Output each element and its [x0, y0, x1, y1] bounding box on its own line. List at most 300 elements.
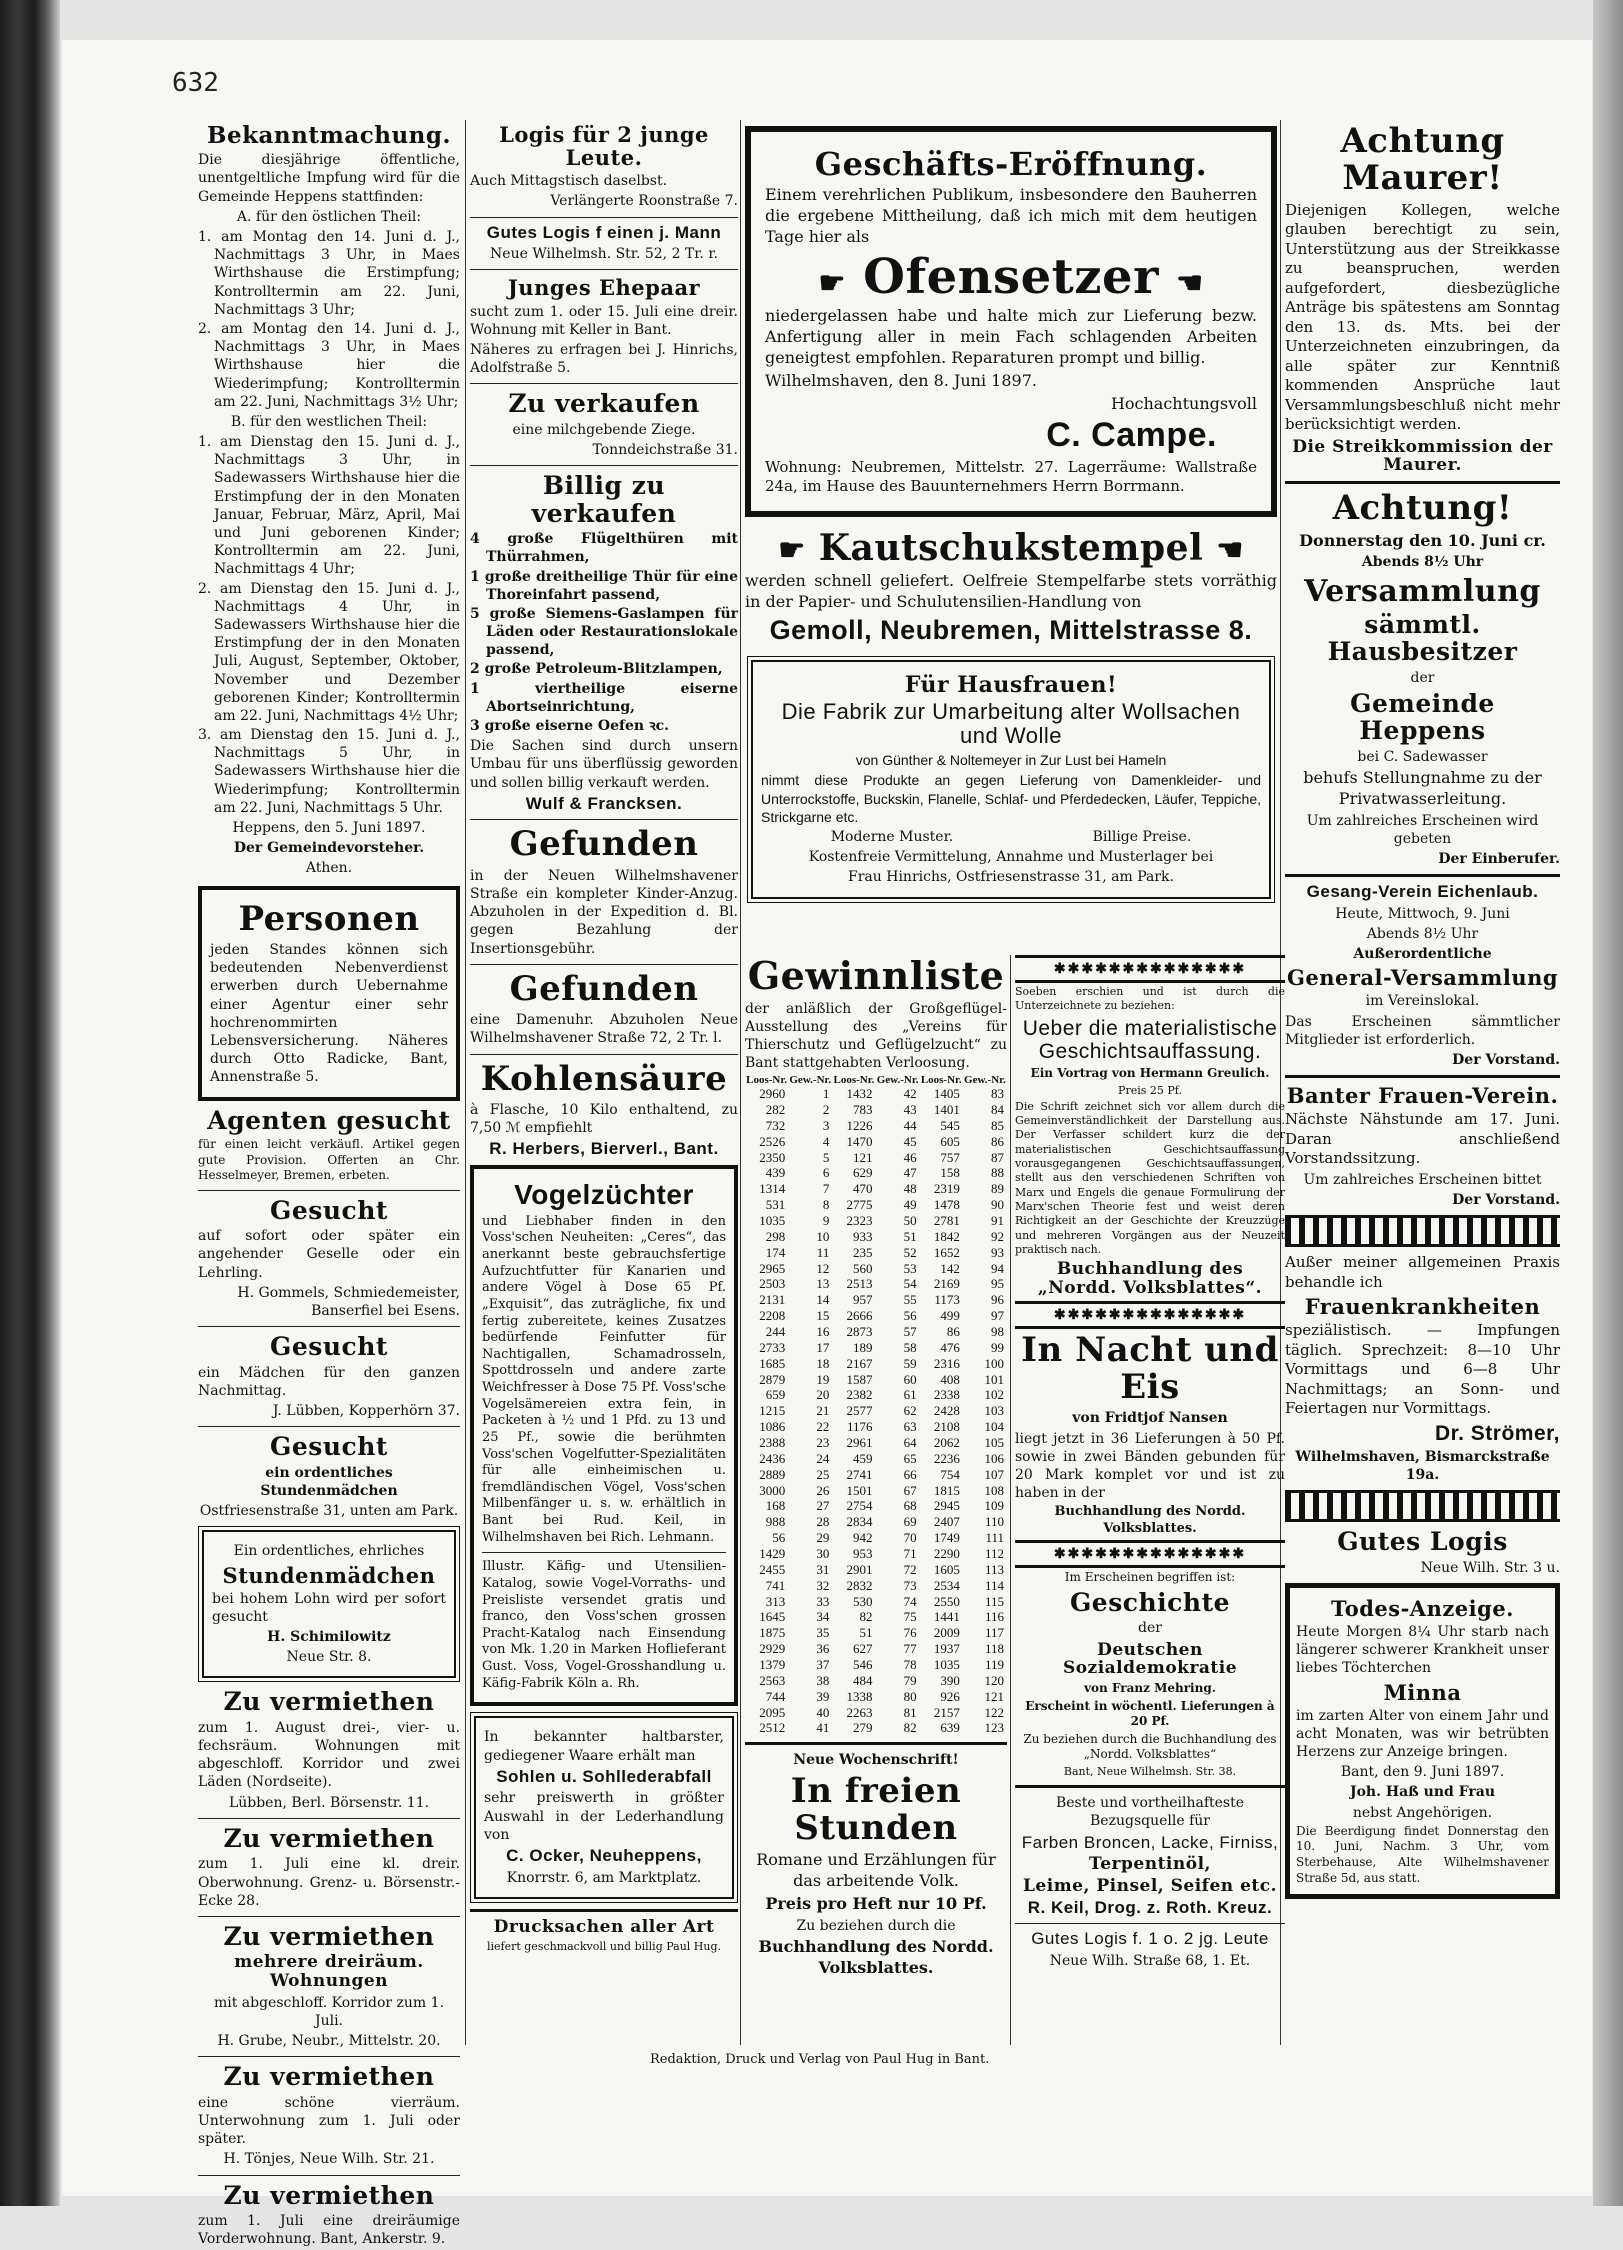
- acht-text: behufs Stellungnahme zu der Privatwasserleitung.: [1303, 767, 1542, 808]
- table-cell: 476: [940, 1339, 960, 1355]
- table-cell: 35: [816, 1625, 830, 1641]
- table-cell: 757: [940, 1149, 960, 1165]
- table-cell: 2009: [933, 1625, 960, 1641]
- bek-intro: Die diesjährige öffentliche, unentgeltliche Impfung wird für die Gemeinde Heppens stattfinden:: [198, 152, 460, 205]
- table-cell: 2733: [759, 1339, 786, 1355]
- gutes-addr: Neue Wilhelmsh. Str. 52, 2 Tr. r.: [490, 246, 718, 263]
- ge-text: Einem verehrlichen Publikum, insbesondere den Bauherren die ergebene Mittheilung, daß ich mich mit dem heutigen Tage hier als: [765, 185, 1257, 246]
- table-cell: 2263: [846, 1704, 873, 1720]
- table-cell: 754: [940, 1466, 960, 1482]
- table-row: [745, 1689, 1007, 1705]
- table-cell: 1875: [759, 1625, 786, 1641]
- ge-date: Wilhelmshaven, den 8. Juni 1897.: [765, 370, 1037, 390]
- table-cell: 235: [853, 1244, 873, 1260]
- table-cell: 32: [816, 1577, 830, 1593]
- table-cell: 48: [903, 1181, 917, 1197]
- table-cell: 2169: [933, 1276, 960, 1292]
- stund-sign: H. Schimilowitz: [267, 1629, 391, 1645]
- table-row: [745, 1673, 1007, 1689]
- tod-title: Todes-Anzeige.: [1331, 1595, 1514, 1621]
- table-cell: 627: [853, 1641, 873, 1657]
- table-cell: 2407: [933, 1514, 960, 1530]
- table-cell: 95: [991, 1276, 1004, 1292]
- table-cell: 174: [765, 1244, 786, 1260]
- table-cell: 531: [765, 1197, 786, 1213]
- table-cell: 2965: [759, 1260, 786, 1276]
- table-cell: 25: [816, 1466, 830, 1482]
- table-cell: 282: [765, 1101, 786, 1117]
- verm3-sub: mehrere dreiräum. Wohnungen: [234, 1952, 424, 1992]
- table-cell: 1441: [933, 1609, 960, 1625]
- table-cell: 2563: [759, 1672, 786, 1688]
- table-row: [745, 1150, 1007, 1166]
- tod-sign: Joh. Haß und Frau: [1349, 1784, 1496, 1801]
- table-cell: 2961: [846, 1435, 873, 1450]
- haus-sub: Die Fabrik zur Umarbeitung alter Wollsachen und Wolle: [781, 698, 1241, 748]
- table-row: [745, 1720, 1007, 1736]
- table-row: [745, 1562, 1007, 1578]
- gef2-title: Gefunden: [509, 968, 699, 1009]
- table-row: [745, 1276, 1007, 1292]
- soz-der: der: [1138, 1620, 1162, 1637]
- table-cell: 33: [816, 1593, 830, 1609]
- table-cell: 28: [816, 1514, 830, 1530]
- table-cell: 61: [903, 1387, 917, 1403]
- table-cell: 102: [984, 1387, 1004, 1403]
- verm2-title: Zu vermiethen: [223, 1823, 435, 1853]
- table-cell: 459: [853, 1450, 873, 1466]
- verm1-title: Zu vermiethen: [223, 1687, 435, 1717]
- soz-title: Geschichte: [1069, 1587, 1231, 1617]
- ges2-text: ein Mädchen für den ganzen Nachmittag.: [198, 1364, 460, 1399]
- table-row: [745, 1594, 1007, 1610]
- table-cell: 560: [853, 1260, 873, 1276]
- bek-west-item: 3. am Dienstag den 15. Juni d. J., Nachmittags 5 Uhr, in Sadewassers Wirthshause hier die Wiederimpfung; Kontrolltermin am 22. Juni, Nachmittags 5 Uhr.: [198, 727, 460, 816]
- table-cell: 988: [765, 1514, 786, 1530]
- billig-item: 2 große Petroleum-Blitzlampen,: [470, 661, 723, 678]
- table-cell: 65: [903, 1450, 917, 1466]
- table-header-cell: Gew.-Nr.: [964, 1073, 1006, 1086]
- table-cell: 40: [816, 1704, 830, 1720]
- table-cell: 106: [984, 1450, 1004, 1466]
- table-cell: 91: [991, 1212, 1004, 1228]
- table-cell: 2382: [846, 1387, 873, 1403]
- table-cell: 18: [816, 1355, 830, 1371]
- vogel-text2: Illustr. Käfig- und Utensilien-Katalog, sowie Vogel-Vorraths- und Preisliste versendet gratis und franco, den Voss'schen grossen Pracht-Katalog nach Einsendung von Mk. 1.20 in Marken Hoflieferant Gust. Voss, Vogel-Grosshandlung u. Käfig-Fabrik Köln a. Rh.: [482, 1559, 726, 1691]
- ornament-divider: [1285, 1490, 1560, 1522]
- haus-line1: [761, 828, 1261, 846]
- table-cell: 27: [816, 1498, 830, 1514]
- verk-addr: Tonndeichstraße 31.: [592, 441, 738, 458]
- bek-west-item: 1. am Dienstag den 15. Juni d. J., Nachmittags 3 Uhr, in Sadewassers Wirthshause hier die Erstimpfung der in den Monaten Januar, Februar, März, April, Mai und Juni geborenen Kinder; Kontrolltermin am 22. Juni, Nachmittags 4 Uhr;: [198, 434, 460, 578]
- maurer-sign: Die Streikkommission der Maurer.: [1292, 436, 1553, 476]
- table-cell: 2873: [846, 1323, 873, 1339]
- column-rule: [740, 120, 741, 2045]
- table-cell: 2062: [933, 1435, 960, 1450]
- table-cell: 37: [816, 1657, 830, 1673]
- table-cell: 546: [853, 1657, 873, 1673]
- soz-intro: Im Erscheinen begriffen ist:: [1064, 1570, 1236, 1585]
- ges3-text: ein ordentliches Stundenmädchen: [260, 1464, 398, 1499]
- table-cell: 80: [903, 1688, 917, 1704]
- table-cell: 2945: [933, 1498, 960, 1514]
- tod-text2: im zarten Alter von einem Jahr und acht Monaten, was wir betrübten Herzens zur Anzeige bringen.: [1296, 1707, 1549, 1760]
- table-cell: 1405: [933, 1086, 960, 1102]
- table-cell: 64: [903, 1435, 917, 1450]
- table-cell: 8: [822, 1197, 830, 1213]
- table-row: [745, 1435, 1007, 1451]
- table-cell: 1035: [759, 1212, 786, 1228]
- ehe-text: sucht zum 1. oder 15. Juli eine dreir. Wohnung mit Keller in Bant.: [470, 303, 738, 338]
- table-cell: 2901: [846, 1561, 873, 1577]
- billig-item: 1 viertheilige eiserne Abortseinrichtung,: [470, 680, 738, 715]
- table-cell: 1338: [846, 1688, 873, 1704]
- table-cell: 42: [903, 1086, 917, 1102]
- acht-ver: Versammlung: [1304, 573, 1541, 609]
- table-row: [745, 1705, 1007, 1721]
- tod-text: Heute Morgen 8¼ Uhr starb nach längerer schwerer Krankheit unser liebes Töchterchen: [1296, 1623, 1549, 1677]
- billig-item: 1 große dreitheilige Thür für eine Thoreinfahrt passend,: [470, 568, 738, 603]
- table-cell: 62: [903, 1403, 917, 1419]
- table-cell: 90: [991, 1197, 1004, 1213]
- column-3-top: [745, 120, 1277, 913]
- table-cell: 499: [940, 1308, 960, 1324]
- table-cell: 10: [816, 1228, 830, 1244]
- table-cell: 112: [984, 1546, 1004, 1562]
- soz-author: von Franz Mehring.: [1084, 1681, 1216, 1696]
- sohl-addr: Knorrstr. 6, am Marktplatz.: [506, 1869, 702, 1886]
- table-cell: 67: [903, 1482, 917, 1498]
- table-cell: 2666: [846, 1308, 873, 1324]
- ge-job: Ofensetzer: [863, 248, 1159, 305]
- table-cell: 168: [765, 1498, 786, 1514]
- table-cell: 89: [991, 1181, 1004, 1197]
- table-cell: 1173: [934, 1292, 960, 1308]
- pers-text: jeden Standes können sich bedeutenden Nebenverdienst erwerben durch Uebernahme einer Agentur einer sehr hochrenommirten Lebensversicherung. Näheres durch Otto Radicke, Bant, Annenstraße 5.: [210, 942, 448, 1086]
- table-row: [745, 1292, 1007, 1308]
- bek-date: Heppens, den 5. Juni 1897.: [232, 820, 426, 837]
- ges2-sign: J. Lübben, Kopperhörn 37.: [272, 1403, 460, 1420]
- gef1-title: Gefunden: [509, 824, 699, 865]
- logis-addr: Verlängerte Roonstraße 7.: [550, 193, 738, 210]
- column-2: [470, 120, 738, 1956]
- arzt-sign: Dr. Strömer,: [1434, 1421, 1560, 1445]
- acht-date: Donnerstag den 10. Juni cr.: [1299, 530, 1546, 550]
- table-cell: 1086: [759, 1419, 786, 1435]
- table-cell: 298: [765, 1228, 786, 1244]
- verk-title: Zu verkaufen: [508, 389, 700, 419]
- pointing-hand-icon: ☛: [818, 265, 846, 301]
- verm3-sign: H. Grube, Neubr., Mittelstr. 20.: [217, 2033, 441, 2050]
- acht-sign: Der Einberufer.: [1438, 850, 1560, 867]
- table-cell: 2350: [759, 1149, 786, 1165]
- haus-title: Für Hausfrauen!: [904, 671, 1118, 698]
- gew-text: der anläßlich der Großgeflügel-Ausstellung des „Vereins für Thierschutz und Geflügelzucht“ zu Bant stattgehabten Verloosung.: [745, 1000, 1007, 1072]
- table-cell: 121: [984, 1688, 1004, 1704]
- bek-west: B. für den westlichen Theil:: [230, 413, 428, 430]
- table-cell: 41: [816, 1720, 830, 1736]
- table-cell: 38: [816, 1672, 830, 1688]
- table-cell: 60: [903, 1371, 917, 1387]
- table-cell: 43: [903, 1101, 917, 1117]
- table-cell: 6: [822, 1165, 830, 1181]
- table-cell: 82: [903, 1720, 917, 1736]
- table-cell: 71: [903, 1546, 917, 1562]
- nacht-title: In Nacht und Eis: [1021, 1329, 1279, 1408]
- table-cell: 70: [903, 1530, 917, 1546]
- table-cell: 1429: [759, 1546, 786, 1562]
- table-cell: 1587: [846, 1371, 873, 1387]
- ge-greet: Hochachtungsvoll: [1110, 393, 1257, 413]
- vogel-title: Vogelzüchter: [514, 1179, 694, 1211]
- frauen-title: Banter Frauen-Verein.: [1286, 1083, 1559, 1109]
- table-cell: 2526: [759, 1133, 786, 1149]
- table-cell: 313: [765, 1593, 786, 1609]
- column-4: [1285, 120, 1560, 1905]
- maurer-title: Achtung Maurer!: [1340, 121, 1505, 199]
- bek-title: Bekanntmachung.: [207, 122, 451, 149]
- table-cell: 76: [903, 1625, 917, 1641]
- table-cell: 2388: [759, 1435, 786, 1450]
- bek-east-item: 1. am Montag den 14. Juni d. J., Nachmittags 3 Uhr, in Maes Wirthshause die Erstimpfung; Kontrolltermin am 22. Juni, Nachmittags 3 Uhr;: [198, 229, 460, 318]
- table-cell: 23: [816, 1435, 830, 1450]
- nacht-sign: Buchhandlung des Nordd. Volksblattes.: [1054, 1504, 1246, 1537]
- table-cell: 96: [991, 1292, 1004, 1308]
- table-cell: 86: [991, 1133, 1004, 1149]
- geschaefts-eroeffnung-ad: [745, 126, 1277, 517]
- ges-time: Abends 8½ Uhr: [1366, 925, 1479, 942]
- table-cell: 39: [816, 1688, 830, 1704]
- table-cell: 117: [984, 1625, 1004, 1641]
- tod-sign2: nebst Angehörigen.: [1352, 1804, 1493, 1821]
- kohl-text: à Flasche, 10 Kilo enthaltend, zu 7,50 ℳ empfiehlt: [470, 1101, 738, 1137]
- table-row: [745, 1625, 1007, 1641]
- table-cell: 2879: [759, 1371, 786, 1387]
- table-cell: 13: [816, 1276, 830, 1292]
- table-cell: 21: [816, 1403, 830, 1419]
- table-cell: 52: [903, 1244, 917, 1260]
- table-row: [745, 1213, 1007, 1229]
- gef1-text: in der Neuen Wilhelmshavener Straße ein kompleter Kinder-Anzug. Abzuholen in der Expedition d. Bl. gegen Bezahlung der Insertionsgebühr.: [470, 867, 738, 957]
- table-cell: 1501: [846, 1482, 873, 1498]
- table-cell: 98: [991, 1323, 1004, 1339]
- table-cell: 1035: [933, 1657, 960, 1673]
- table-cell: 629: [853, 1165, 873, 1181]
- table-cell: 26: [816, 1482, 830, 1498]
- table-cell: 14: [816, 1292, 830, 1308]
- acht-bei: bei C. Sadewasser: [1357, 748, 1488, 765]
- table-cell: 2550: [933, 1593, 960, 1609]
- frauen-sign: Der Vorstand.: [1452, 1191, 1560, 1208]
- table-row: [745, 1134, 1007, 1150]
- mat-sign: Buchhandlung des „Nordd. Volksblattes“.: [1037, 1259, 1263, 1298]
- table-cell: 545: [940, 1117, 960, 1133]
- table-cell: 49: [903, 1197, 917, 1213]
- acht-der: der: [1410, 669, 1435, 686]
- table-row: [745, 1641, 1007, 1657]
- haus-from: von Günther & Noltemeyer in Zur Lust bei Hameln: [855, 752, 1167, 769]
- table-cell: 639: [940, 1720, 960, 1736]
- table-cell: 88: [991, 1165, 1004, 1181]
- table-cell: 942: [853, 1530, 873, 1546]
- table-cell: 114: [984, 1577, 1004, 1593]
- table-cell: 66: [903, 1466, 917, 1482]
- table-row: [745, 1403, 1007, 1419]
- table-cell: 3: [822, 1117, 830, 1133]
- table-cell: 51: [903, 1228, 917, 1244]
- table-row: [745, 1102, 1007, 1118]
- table-cell: 116: [984, 1609, 1004, 1625]
- table-cell: 94: [991, 1260, 1004, 1276]
- table-cell: 31: [816, 1561, 830, 1577]
- acht-haus: sämmtl. Hausbesitzer: [1327, 609, 1518, 667]
- ges-loc: im Vereinslokal.: [1365, 993, 1480, 1010]
- table-cell: 109: [984, 1498, 1004, 1514]
- table-cell: 73: [903, 1577, 917, 1593]
- table-cell: 2290: [933, 1546, 960, 1562]
- verm3-text: mit abgeschloff. Korridor zum 1. Juli.: [213, 1994, 445, 2029]
- gewinnliste-table: [745, 1075, 1007, 1737]
- table-cell: 2436: [759, 1450, 786, 1466]
- table-cell: 2167: [846, 1355, 873, 1371]
- ges-title: Gesang-Verein Eichenlaub.: [1306, 882, 1539, 902]
- bek-sign2: Athen.: [305, 860, 353, 877]
- kaut-text: werden schnell geliefert. Oelfreie Stempelfarbe stets vorräthig in der Papier- und Schulutensilien-Handlung von: [745, 571, 1277, 612]
- table-cell: 2960: [759, 1086, 786, 1102]
- table-cell: 55: [903, 1292, 917, 1308]
- table-row: [745, 1372, 1007, 1388]
- stars-divider: ✱✱✱✱✱✱✱✱✱✱✱✱✱✱: [1015, 955, 1285, 983]
- tod-text3: Die Beerdigung findet Donnerstag den 10. Juni, Nachm. 3 Uhr, vom Sterbehause, Alte Wilhelmshavener Straße 5d, aus statt.: [1296, 1823, 1549, 1885]
- table-cell: 142: [940, 1260, 960, 1276]
- column-rule: [465, 120, 466, 2045]
- table-cell: 1215: [759, 1403, 786, 1419]
- acht-text2: Um zahlreiches Erscheinen wird gebeten: [1306, 812, 1539, 847]
- table-row: [745, 1118, 1007, 1134]
- sohl-text2: sehr preiswerth in größter Auswahl in der Lederhandlung von: [484, 1790, 724, 1843]
- druck-text: liefert geschmackvoll und billig Paul Hug.: [486, 1939, 722, 1953]
- table-row: [745, 1245, 1007, 1261]
- table-cell: 83: [991, 1086, 1004, 1102]
- table-cell: 244: [765, 1323, 786, 1339]
- arzt-title: Frauenkrankheiten: [1304, 1294, 1541, 1320]
- table-cell: 22: [816, 1419, 830, 1435]
- table-cell: 120: [984, 1672, 1004, 1688]
- table-cell: 605: [940, 1133, 960, 1149]
- sohl-text: In bekannter haltbarster, gediegener Waare erhält man: [484, 1729, 724, 1764]
- table-cell: 3000: [759, 1482, 786, 1498]
- table-cell: 1937: [933, 1641, 960, 1657]
- tod-date: Bant, den 9. Juni 1897.: [1340, 1764, 1505, 1781]
- mat-price: Preis 25 Pf.: [1118, 1083, 1182, 1097]
- table-header-cell: Loos-Nr.: [833, 1073, 875, 1086]
- table-row: [745, 1451, 1007, 1467]
- table-cell: 85: [991, 1117, 1004, 1133]
- table-cell: 1749: [933, 1530, 960, 1546]
- gef2-text: eine Damenuhr. Abzuholen Neue Wilhelmshavener Straße 72, 2 Tr. l.: [470, 1012, 738, 1047]
- personen-ad: [198, 886, 460, 1101]
- table-cell: 2455: [759, 1561, 786, 1577]
- pointing-hand-icon: ☚: [1176, 265, 1204, 301]
- table-cell: 2832: [846, 1577, 873, 1593]
- ges3-title: Gesucht: [270, 1432, 388, 1462]
- bek-west-item: 2. am Dienstag den 15. Juni d. J., Nachmittags 4 Uhr, in Sadewassers Wirthshause hier die Erstimpfung der in den Monaten Juli, August, September, Oktober, November und Dezember geborenen Kinder; Kontrolltermin am 22. Juni, Nachmittags 4½ Uhr;: [198, 580, 460, 724]
- table-cell: 2775: [846, 1197, 873, 1213]
- bek-east-item: 2. am Montag den 14. Juni d. J., Nachmittags 3 Uhr, in Maes Wirthshause hier die Wiederimpfung; Kontrolltermin am 22. Juni, Nachmittags 3½ Uhr;: [198, 320, 460, 410]
- table-row: [745, 1324, 1007, 1340]
- table-cell: 36: [816, 1641, 830, 1657]
- ornament-divider: [1285, 1215, 1560, 1247]
- table-cell: 2131: [759, 1292, 786, 1308]
- kaut-title-row: [745, 526, 1277, 569]
- soz-text2: Zu beziehen durch die Buchhandlung des „Nordd. Volksblattes“: [1023, 1731, 1277, 1762]
- table-cell: 1470: [846, 1133, 873, 1149]
- verm4-sign: H. Tönjes, Neue Wilh. Str. 21.: [223, 2151, 435, 2168]
- logis3-addr: Neue Wilh. Str. 3 u.: [1420, 1559, 1560, 1576]
- table-cell: 2503: [759, 1276, 786, 1292]
- table-cell: 51: [859, 1625, 873, 1641]
- table-cell: 20: [816, 1387, 830, 1403]
- table-cell: 957: [853, 1292, 873, 1308]
- stund-addr: Neue Str. 8.: [286, 1649, 372, 1666]
- table-cell: 2834: [846, 1514, 873, 1530]
- table-cell: 111: [985, 1530, 1004, 1546]
- billig-text: Die Sachen sind durch unsern Umbau für uns überflüssig geworden und sollen billig verkauft werden.: [470, 738, 738, 791]
- table-cell: 2316: [933, 1355, 960, 1371]
- table-cell: 484: [853, 1672, 873, 1688]
- table-cell: 2428: [933, 1403, 960, 1419]
- table-row: [745, 1229, 1007, 1245]
- ges1-sign: H. Gommels, Schmiedemeister, Banserfiel bei Esens.: [237, 1284, 460, 1320]
- todes-anzeige: [1285, 1583, 1560, 1899]
- table-cell: 659: [765, 1387, 786, 1403]
- ges1-title: Gesucht: [270, 1195, 388, 1225]
- table-cell: 2323: [846, 1212, 873, 1228]
- table-cell: 783: [853, 1101, 873, 1117]
- nacht-author: von Fridtjof Nansen: [1072, 1410, 1228, 1427]
- bek-sign: Der Gemeindevorsteher.: [233, 840, 425, 857]
- table-cell: 279: [853, 1720, 873, 1736]
- table-cell: 118: [984, 1641, 1004, 1657]
- stund-title: Stundenmädchen: [222, 1562, 436, 1588]
- sohl-title: Sohlen u. Sohllederabfall: [496, 1766, 712, 1786]
- table-row: [745, 1609, 1007, 1625]
- table-header: [745, 1075, 1007, 1087]
- verm2-text: zum 1. Juli eine kl. dreir. Oberwohnung. Grenz- u. Börsenstr.-Ecke 28.: [198, 1856, 460, 1909]
- table-cell: 30: [816, 1546, 830, 1562]
- table-cell: 107: [984, 1466, 1004, 1482]
- logis-text: Auch Mittagstisch daselbst.: [470, 173, 668, 190]
- mat-text: Die Schrift zeichnet sich vor allem durch die Gemeinverständlichkeit der Darstellung aus. Der Verfasser schildert kurz die der materialistischen Geschichtsauffassung vorausgegangenen Geschichtsauffassungen, stellt aus den verschiedenen Schriften von Marx und Engels die genaue Formulirung der Marx'schen Theorie fest und weist deren Richtigkeit an der Geschichte der Kreuzzüge und mehreren Vorgängen aus der Neuzeit praktisch nach.: [1015, 1099, 1285, 1256]
- table-cell: 59: [903, 1355, 917, 1371]
- table-cell: 123: [984, 1720, 1004, 1736]
- table-cell: 732: [765, 1117, 786, 1133]
- farb-title2: Terpentinöl,: [1089, 1854, 1211, 1875]
- bek-east: A. für den östlichen Theil:: [236, 208, 422, 225]
- kaut-sign: Gemoll, Neubremen, Mittelstrasse 8.: [769, 614, 1253, 645]
- table-cell: 2208: [759, 1308, 786, 1324]
- farb-text: Beste und vortheilhafteste Bezugsquelle für: [1055, 1795, 1245, 1830]
- table-cell: 408: [940, 1371, 960, 1387]
- table-cell: 1379: [759, 1657, 786, 1673]
- table-row: [745, 1578, 1007, 1594]
- table-row: [745, 1261, 1007, 1277]
- sohlen-ad: [474, 1716, 734, 1899]
- table-cell: 2741: [846, 1466, 873, 1482]
- table-cell: 2095: [759, 1704, 786, 1720]
- haus-line3: Frau Hinrichs, Ostfriesenstrasse 31, am Park.: [848, 869, 1174, 886]
- vogel-text1: und Liebhaber finden in den Voss'schen Neuheiten: „Ceres“, das anerkannt beste gebrauchsfertige Aufzuchtfutter für Kanarien und andere Vögel à Dose 65 Pf. „Exquisit“, das zuträgliche, fix und fertig zubereitete, keines Zusatzes bedürfende Feinfutter für Nachtigallen, Schamadrosseln, Spottdrosseln und andere zarte Weichfresser à Dose 75 Pf. Voss'sche Vogelsämereien extra fein, in Packeten à ½ und 1 Pfd. zu 13 und 25 Pf., sowie die berühmten Voss'schen Vogelfutter-Spezialitäten für alle einheimischen u. fremdländischen Vögel, Voss'schen Milbenfänger u. s. w. erhältlich in Bant bei Rud. Keil, in Wilhelmshaven bei Rich. Lehmann.: [482, 1213, 726, 1545]
